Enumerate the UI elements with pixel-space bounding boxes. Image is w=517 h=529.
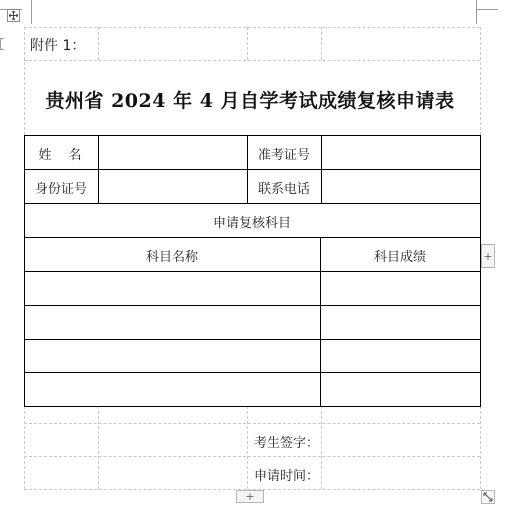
move-icon	[9, 11, 18, 20]
table-resize-handle[interactable]	[481, 490, 495, 504]
exam-id-label: 准考证号	[257, 148, 311, 163]
phone-field[interactable]	[323, 171, 479, 202]
subject-score-header: 科目成绩	[373, 250, 427, 265]
table-border	[24, 372, 481, 373]
table-border	[24, 406, 481, 407]
table-border	[247, 135, 248, 203]
subject-name-cell[interactable]	[26, 341, 319, 371]
table-border	[24, 203, 481, 204]
table-border	[24, 135, 25, 407]
phone-label: 联系电话	[257, 182, 311, 197]
resize-diagonal-icon	[483, 492, 493, 502]
plus-icon: +	[245, 490, 255, 503]
name-field[interactable]	[100, 137, 246, 168]
table-move-handle[interactable]	[7, 9, 20, 22]
grid-line	[24, 27, 25, 135]
table-border	[480, 135, 481, 407]
subject-name-cell[interactable]	[26, 374, 319, 405]
subject-name-cell[interactable]	[26, 273, 319, 304]
signature-label: 考生签字：	[254, 436, 320, 451]
table-border	[24, 169, 481, 170]
table-border	[98, 135, 99, 203]
page-title: 贵州省 2024 年 4 月自学考试成绩复核申请表	[45, 90, 455, 112]
grid-line	[24, 406, 25, 489]
grid-line	[24, 423, 480, 424]
id-card-label: 身份证号	[34, 182, 88, 197]
page-margin-tick	[0, 38, 4, 50]
id-card-field[interactable]	[100, 171, 246, 202]
signature-field[interactable]	[323, 425, 479, 455]
subject-score-cell[interactable]	[322, 374, 479, 405]
table-border	[24, 271, 481, 272]
grid-line	[98, 406, 99, 489]
grid-line	[480, 27, 481, 135]
subject-score-cell[interactable]	[322, 307, 479, 338]
grid-line	[24, 27, 480, 28]
add-row-button[interactable]	[236, 490, 264, 503]
page-corner-mark-top-left	[31, 0, 32, 24]
exam-id-field[interactable]	[323, 137, 479, 168]
grid-line	[24, 60, 480, 61]
grid-line	[480, 406, 481, 489]
review-section-label: 申请复核科目	[212, 216, 292, 231]
table-border	[320, 237, 321, 406]
subject-score-cell[interactable]	[322, 273, 479, 304]
grid-line	[247, 27, 248, 60]
table-border	[321, 135, 322, 203]
subject-name-header: 科目名称	[145, 250, 199, 265]
attachment-label: 附件 1：	[30, 38, 86, 54]
grid-line	[321, 27, 322, 60]
name-label: 姓 名	[38, 148, 84, 163]
subject-score-cell[interactable]	[322, 341, 479, 371]
table-border	[24, 339, 481, 340]
table-border	[24, 135, 481, 136]
subject-name-cell[interactable]	[26, 307, 319, 338]
add-column-button[interactable]	[481, 244, 495, 268]
application-date-label: 申请时间：	[254, 469, 320, 484]
page-corner-mark-top-right	[476, 0, 477, 24]
table-border	[24, 237, 481, 238]
plus-icon: +	[483, 249, 493, 263]
grid-line	[247, 406, 248, 489]
grid-line	[98, 27, 99, 60]
grid-line	[24, 456, 480, 457]
table-border	[24, 305, 481, 306]
application-date-field[interactable]	[323, 458, 479, 488]
grid-line	[321, 406, 322, 489]
page-corner-mark-top-right	[476, 9, 498, 10]
